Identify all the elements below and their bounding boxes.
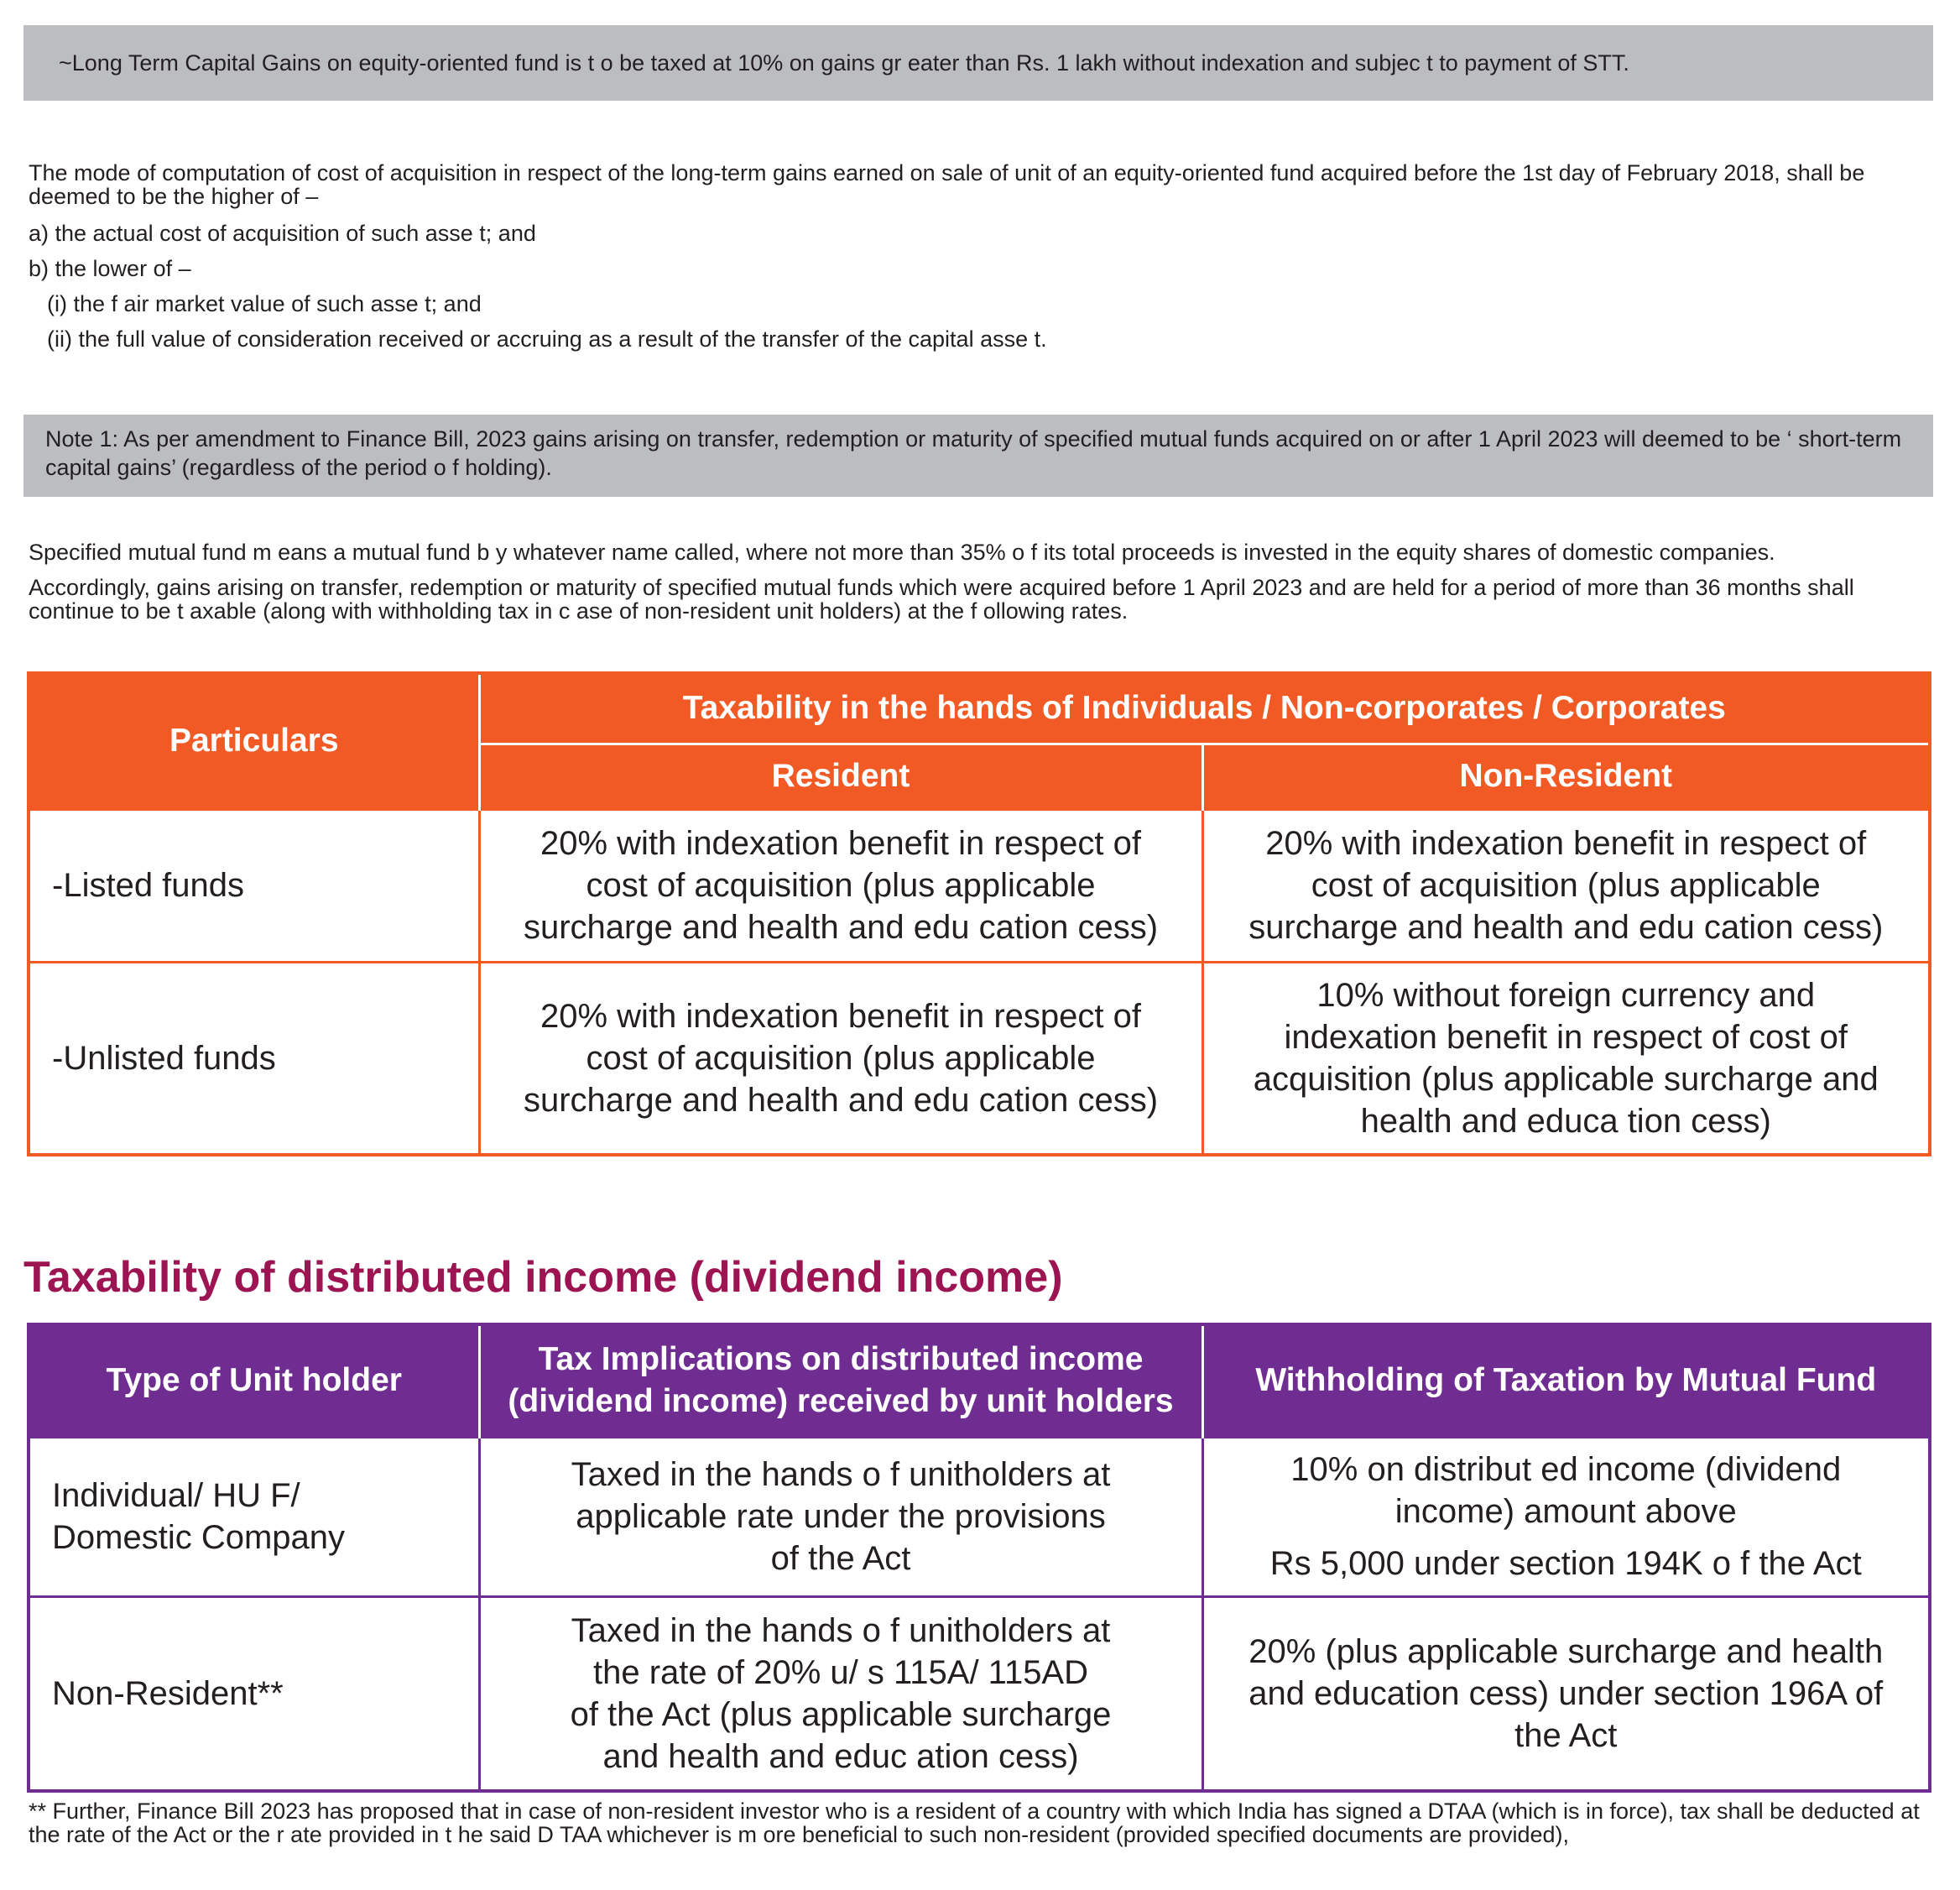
cell-line: of the Act bbox=[770, 1540, 911, 1577]
table-row bbox=[29, 809, 1930, 962]
cell-line: Individual/ HU F/ bbox=[52, 1477, 300, 1514]
header-type: Type of Unit holder bbox=[29, 1324, 479, 1437]
cell-line: surcharge and health and edu cation cess) bbox=[523, 1081, 1159, 1119]
note1-text: Note 1: As per amendment to Finance Bill, 2023 gains arising on transfer, redemption or maturity of specified mutual funds acquired on or after 1 April 2023 will deemed to be ‘ short-term capital gains’ (regardless of the period o f holding). bbox=[45, 426, 1902, 480]
cell-line: 10% on distribut ed income (dividend bbox=[1290, 1451, 1842, 1488]
cost-computation-item-a: a) the actual cost of acquisition of such asse t; and bbox=[29, 221, 536, 246]
table-row bbox=[29, 1596, 1930, 1791]
header-taxability: Taxability in the hands of Individuals / Non-corporates / Corporates bbox=[479, 673, 1930, 744]
nonresident-cell bbox=[1202, 809, 1930, 962]
cell-line: Domestic Company bbox=[52, 1519, 346, 1556]
cell-line: Non-Resident** bbox=[52, 1674, 284, 1712]
header-withholding: Withholding of Taxation by Mutual Fund bbox=[1202, 1324, 1930, 1437]
cell-line: of the Act (plus applicable surcharge bbox=[570, 1695, 1112, 1733]
cell-line: 20% with indexation benefit in respect of bbox=[540, 997, 1141, 1035]
resident-cell bbox=[479, 962, 1202, 1155]
header-resident: Resident bbox=[479, 744, 1202, 809]
cell-line: Rs 5,000 under section 194K o f the Act bbox=[1269, 1545, 1862, 1582]
implications-cell bbox=[479, 1596, 1202, 1791]
table-row bbox=[29, 1437, 1930, 1596]
cell-line: indexation benefit in respect of cost of bbox=[1284, 1018, 1848, 1056]
withholding-cell bbox=[1202, 1596, 1930, 1791]
cell-line: 10% without foreign currency and bbox=[1316, 976, 1816, 1014]
dividend-table bbox=[27, 1323, 1931, 1793]
withholding-cell bbox=[1202, 1437, 1930, 1596]
ltcg-note-text: ~Long Term Capital Gains on equity-oriented fund is t o be taxed at 10% on gains gr eater than Rs. 1 lakh without indexation and subjec t to payment of STT. bbox=[59, 50, 1629, 76]
note1-box bbox=[23, 415, 1933, 497]
cost-computation-item-b-i: (i) the f air market value of such asse t; and bbox=[47, 291, 482, 316]
rates-table bbox=[27, 671, 1931, 1156]
accordingly-text: Accordingly, gains arising on transfer, redemption or maturity of specified mutual funds which were acquired before 1 April 2023 and are held for a period of more than 36 months shall continue to be t axable (along with withholding tax in c ase of non-resident unit holders) at the f ollowing rates. bbox=[29, 575, 1854, 624]
cell-line: and health and educ ation cess) bbox=[602, 1737, 1079, 1775]
cell-line: and education cess) under section 196A of bbox=[1248, 1674, 1884, 1712]
header-line: Tax Implications on distributed income bbox=[538, 1341, 1144, 1378]
particular-cell: -Listed funds bbox=[29, 809, 479, 962]
cell-line: 20% with indexation benefit in respect of bbox=[540, 825, 1141, 862]
cell-line: 20% with indexation benefit in respect of bbox=[1265, 825, 1867, 862]
particular-cell: -Unlisted funds bbox=[29, 962, 479, 1155]
header-nonresident: Non-Resident bbox=[1202, 744, 1930, 809]
header-implications bbox=[479, 1324, 1202, 1437]
header-particulars: Particulars bbox=[29, 673, 479, 809]
cell-line: applicable rate under the provisions bbox=[576, 1498, 1106, 1535]
cell-line: Taxed in the hands o f unitholders at bbox=[571, 1611, 1111, 1649]
header-line: (dividend income) received by unit holders bbox=[508, 1383, 1174, 1420]
unit-holder-type-cell bbox=[29, 1437, 479, 1596]
table-row bbox=[29, 962, 1930, 1155]
cell-line: surcharge and health and edu cation cess) bbox=[523, 909, 1159, 946]
resident-cell bbox=[479, 809, 1202, 962]
cell-line: the Act bbox=[1514, 1716, 1618, 1754]
nonresident-cell bbox=[1202, 962, 1930, 1155]
specified-fund-definition: Specified mutual fund m eans a mutual fund b y whatever name called, where not more than 35% o f its total proceeds is invested in the equity shares of domestic companies. bbox=[29, 540, 1775, 565]
cell-line: surcharge and health and edu cation cess) bbox=[1248, 909, 1884, 946]
cost-computation-intro: The mode of computation of cost of acquisition in respect of the long-term gains earned on sale of unit of an equity-oriented fund acquired before the 1st day of February 2018, shall be deemed to be the higher of – bbox=[29, 160, 1865, 209]
cost-computation-item-b: b) the lower of – bbox=[29, 256, 191, 281]
cell-line: cost of acquisition (plus applicable bbox=[586, 867, 1096, 904]
cost-computation-item-b-ii: (ii) the full value of consideration received or accruing as a result of the transfer of the capital asse t. bbox=[47, 326, 1047, 352]
cell-line: acquisition (plus applicable surcharge and bbox=[1253, 1060, 1879, 1098]
dividend-section-heading: Taxability of distributed income (dividend income) bbox=[23, 1253, 1063, 1302]
cell-line: health and educa tion cess) bbox=[1360, 1102, 1771, 1140]
cell-line: 20% (plus applicable surcharge and health bbox=[1248, 1632, 1884, 1670]
footnote: ** Further, Finance Bill 2023 has proposed that in case of non-resident investor who is a resident of a country with which India has signed a DTAA (which is in force), tax shall be deducted at the rate of the Act or the r ate provided in t he said D TAA whichever is m ore beneficial to such non-resident (provided specified documents are provided), bbox=[29, 1799, 1920, 1847]
unit-holder-type-cell bbox=[29, 1596, 479, 1791]
cell-line: Taxed in the hands o f unitholders at bbox=[571, 1456, 1111, 1493]
cell-line: cost of acquisition (plus applicable bbox=[1311, 867, 1821, 904]
ltcg-note-box bbox=[23, 25, 1933, 101]
implications-cell bbox=[479, 1437, 1202, 1596]
cell-line: cost of acquisition (plus applicable bbox=[586, 1039, 1096, 1077]
cell-line: the rate of 20% u/ s 115A/ 115AD bbox=[593, 1653, 1088, 1691]
cell-line: income) amount above bbox=[1394, 1493, 1737, 1530]
